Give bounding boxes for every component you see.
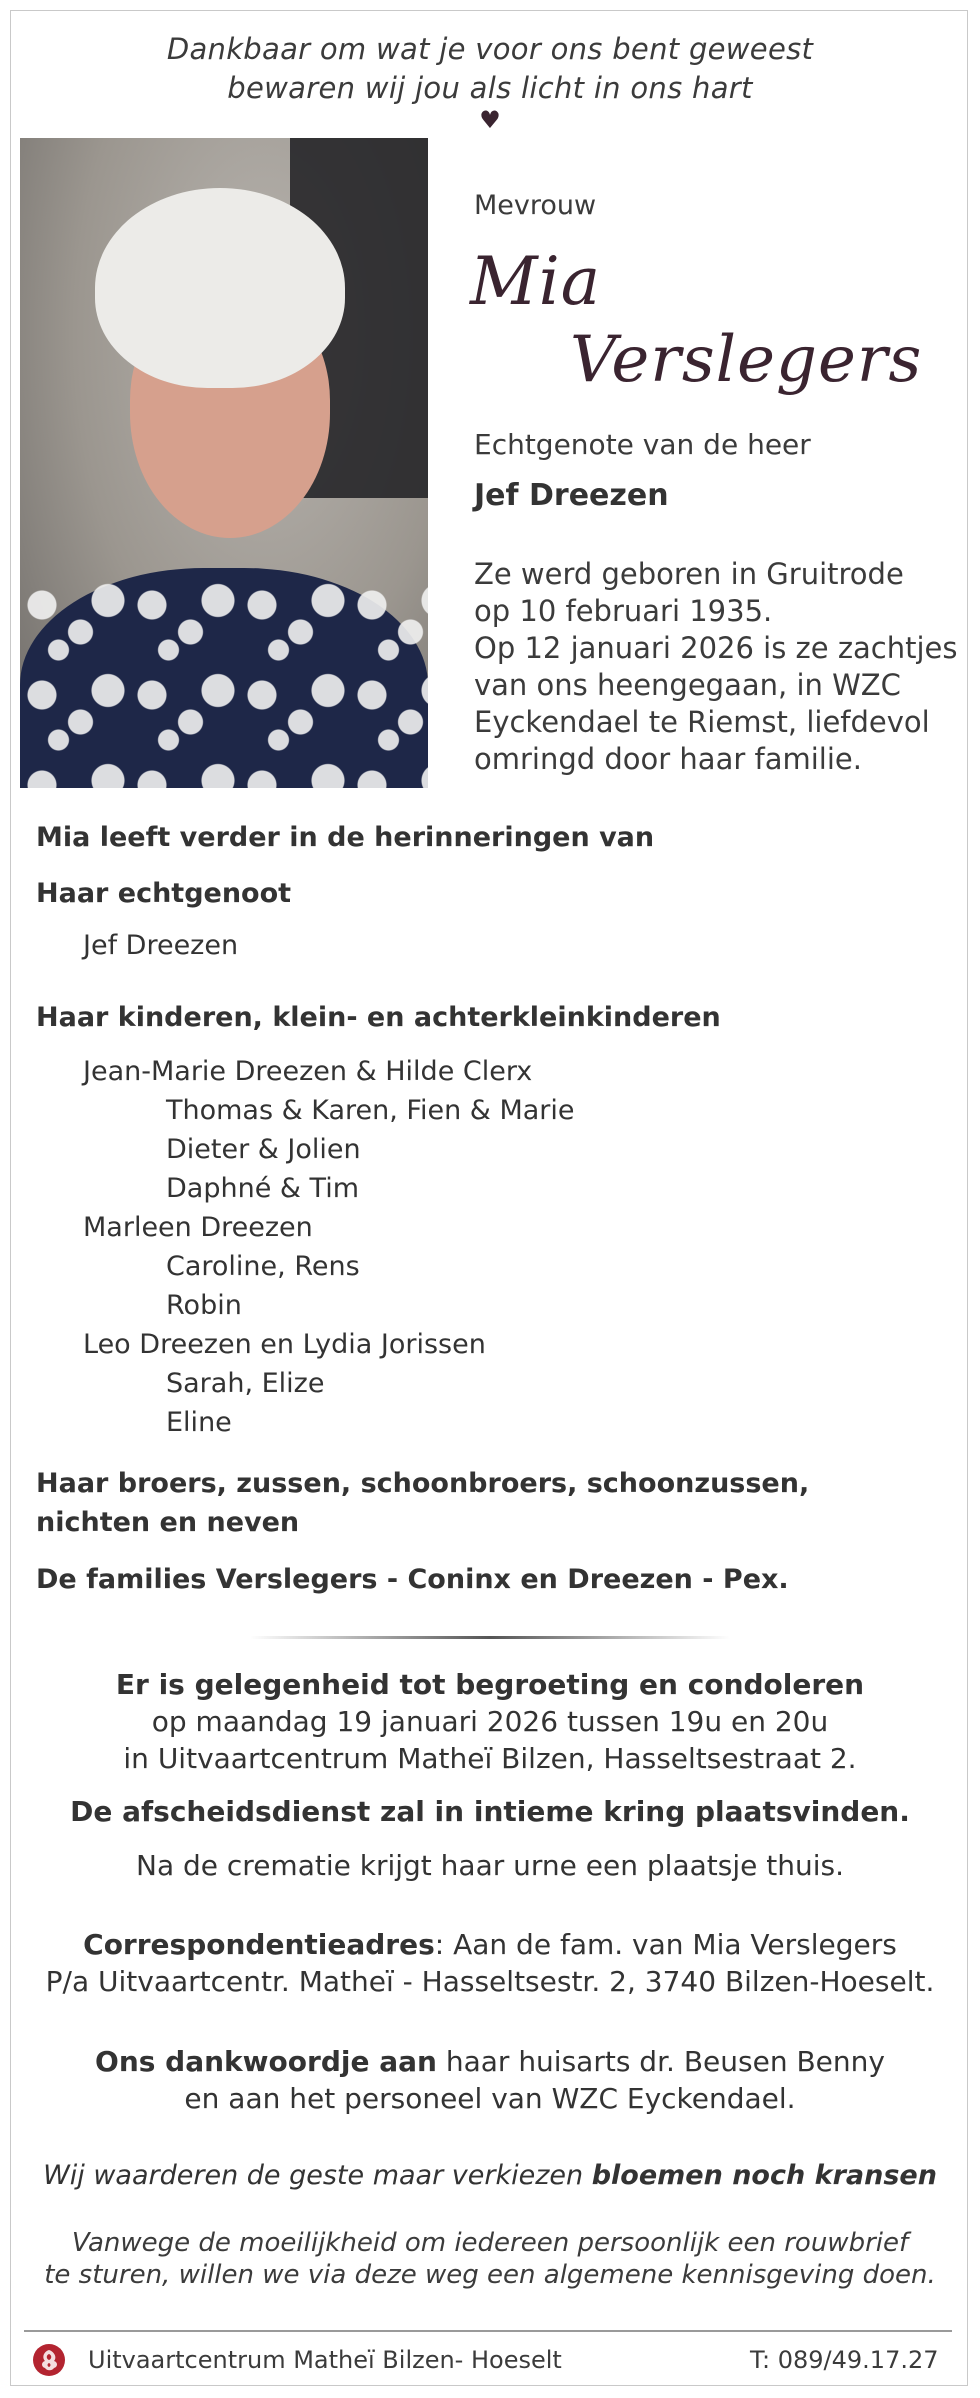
grandchild-entry: Eline [166, 1407, 232, 1438]
children-heading: Haar kinderen, klein- en achterkleinkinderen [36, 1002, 721, 1033]
notice-line-2: te sturen, willen we via deze weg een algemene kennisgeving doen. [44, 2260, 936, 2290]
flowers-note [0, 2160, 980, 2191]
siblings-line-1: Haar broers, zussen, schoonbroers, schoonzussen, [36, 1468, 810, 1499]
thanks-line-2: en aan het personeel van WZC Eyckendael. [184, 2082, 796, 2115]
address-line-1 [0, 1928, 980, 1961]
thanks-rest: haar huisarts dr. Beusen Benny [436, 2045, 885, 2078]
child-entry: Jean-Marie Dreezen & Hilde Clerx [83, 1056, 533, 1087]
address-line-2: P/a Uitvaartcentr. Matheï - Hasseltsestr. 2, 3740 Bilzen-Hoeselt. [45, 1965, 935, 1998]
heart-icon: ♥ [479, 106, 501, 134]
bio-line: op 10 februari 1935. [474, 594, 773, 628]
honorific: Mevrouw [474, 190, 597, 221]
photo-dress-pattern [20, 578, 428, 788]
spouse-entry: Jef Dreezen [83, 930, 239, 961]
thanks-label: Ons dankwoordje aan [95, 2045, 437, 2078]
flowers-bold: bloemen noch kransen [591, 2160, 937, 2191]
family-intro: Mia leeft verder in de herinneringen van [36, 822, 655, 853]
bio-line: Op 12 januari 2026 is ze zachtjes [474, 631, 958, 665]
address-block [0, 1928, 980, 1998]
motto-line-2: bewaren wij jou als licht in ons hart [227, 71, 753, 105]
first-name: Mia [470, 243, 602, 320]
grandchild-entry: Caroline, Rens [166, 1251, 360, 1282]
condolence-block [0, 1668, 980, 1775]
footer-rule [24, 2330, 952, 2332]
siblings-line-2: nichten en neven [36, 1507, 300, 1538]
families-line: De families Verslegers - Coninx en Dreezen - Pex. [36, 1564, 789, 1595]
spouse-name: Jef Dreezen [474, 478, 669, 513]
urn-note: Na de crematie krijgt haar urne een plaatsje thuis. [136, 1849, 844, 1882]
motto [0, 30, 980, 108]
grandchild-entry: Sarah, Elize [166, 1368, 325, 1399]
photo-hair [95, 188, 345, 388]
biography [474, 556, 958, 778]
bio-line: Eyckendael te Riemst, liefdevol [474, 705, 930, 739]
footer-phone: T: 089/49.17.27 [750, 2346, 939, 2374]
child-entry: Leo Dreezen en Lydia Jorissen [83, 1329, 486, 1360]
grandchild-entry: Daphné & Tim [166, 1173, 359, 1204]
address-label: Correspondentieadres [83, 1928, 435, 1961]
last-name: Verslegers [570, 323, 923, 397]
flowers-text: Wij waarderen de geste maar verkiezen [43, 2160, 592, 2191]
bio-line: Ze werd geboren in Gruitrode [474, 557, 904, 591]
service-note: De afscheidsdienst zal in intieme kring plaatsvinden. [70, 1795, 910, 1828]
notice-line-1: Vanwege de moeilijkheid om iedereen persoonlijk een rouwbrief [71, 2228, 909, 2258]
rose-logo-icon [32, 2343, 66, 2377]
grandchild-entry: Dieter & Jolien [166, 1134, 361, 1165]
grandchild-entry: Thomas & Karen, Fien & Marie [166, 1095, 575, 1126]
bio-line: van ons heengegaan, in WZC [474, 668, 901, 702]
spouse-heading: Haar echtgenoot [36, 878, 292, 909]
thanks-block [0, 2045, 980, 2115]
spouse-intro: Echtgenote van de heer [474, 428, 811, 461]
section-divider [250, 1636, 730, 1639]
address-rest: : Aan de fam. van Mia Verslegers [434, 1928, 897, 1961]
notice-block [0, 2228, 980, 2290]
footer-company: Uitvaartcentrum Matheï Bilzen- Hoeselt [88, 2346, 562, 2374]
portrait-photo [20, 138, 428, 788]
condolence-line-1: op maandag 19 januari 2026 tussen 19u en 20u [151, 1705, 829, 1738]
child-entry: Marleen Dreezen [83, 1212, 313, 1243]
bio-line: omringd door haar familie. [474, 742, 862, 776]
condolence-line-2: in Uitvaartcentrum Matheï Bilzen, Hasseltsestraat 2. [123, 1742, 857, 1775]
thanks-line-1 [0, 2045, 980, 2078]
motto-line-1: Dankbaar om wat je voor ons bent geweest [166, 32, 814, 66]
grandchild-entry: Robin [166, 1290, 242, 1321]
condolence-heading: Er is gelegenheid tot begroeting en condoleren [115, 1668, 865, 1701]
